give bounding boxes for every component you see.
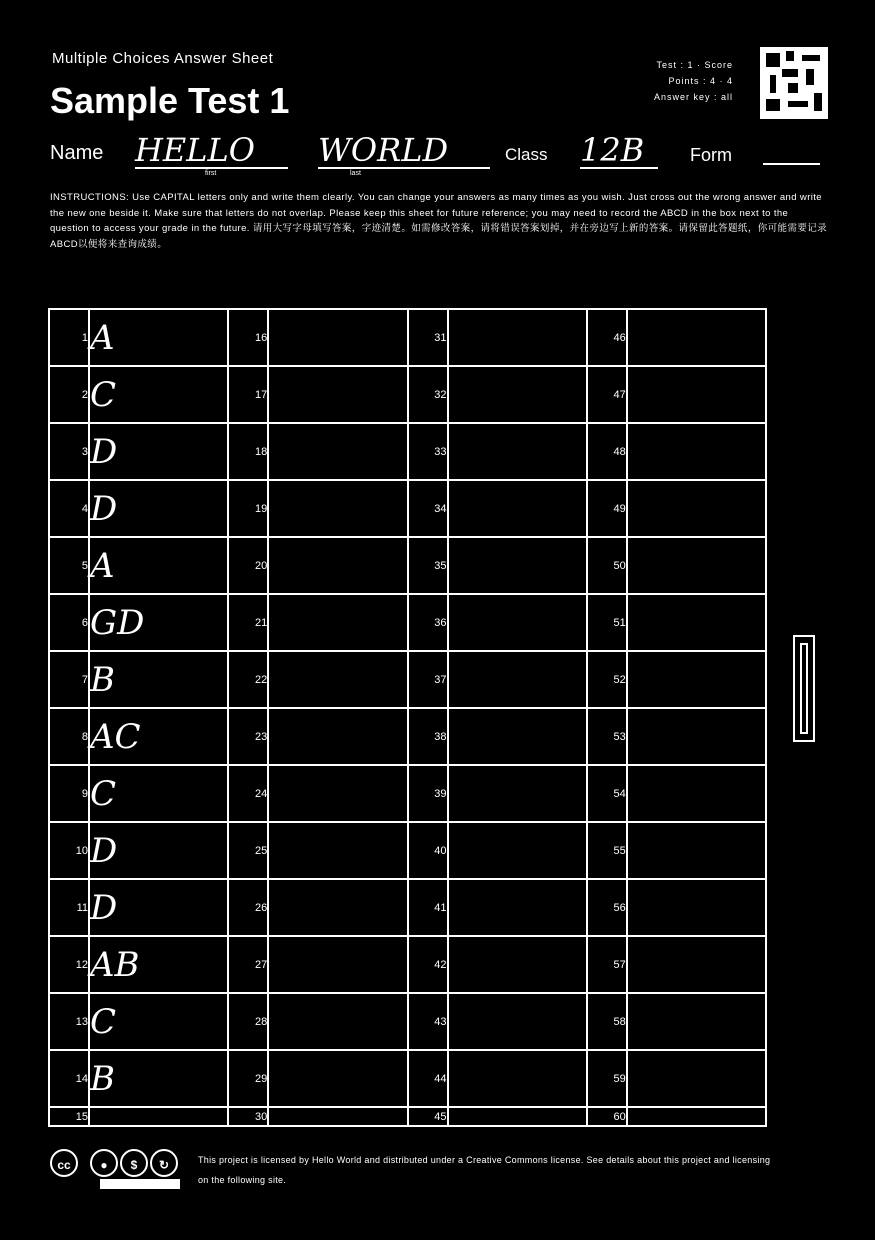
answer-cell[interactable] xyxy=(268,594,407,651)
last-name-hint: last xyxy=(350,170,361,177)
answer-cell[interactable]: C xyxy=(89,993,228,1050)
question-number: 9 xyxy=(49,765,89,822)
question-number: 5 xyxy=(49,537,89,594)
answer-cell[interactable] xyxy=(448,480,587,537)
question-number: 52 xyxy=(587,651,627,708)
answer-cell[interactable] xyxy=(448,822,587,879)
question-number: 4 xyxy=(49,480,89,537)
question-number: 28 xyxy=(228,993,268,1050)
first-name-field[interactable] xyxy=(135,131,288,169)
question-number: 48 xyxy=(587,423,627,480)
table-row xyxy=(49,309,766,366)
question-number: 8 xyxy=(49,708,89,765)
answer-cell[interactable] xyxy=(268,366,407,423)
question-number: 45 xyxy=(408,1107,448,1126)
question-number: 21 xyxy=(228,594,268,651)
answer-cell[interactable] xyxy=(627,651,766,708)
answer-cell[interactable] xyxy=(448,423,587,480)
class-label: Class xyxy=(505,145,548,164)
form-field[interactable] xyxy=(763,145,820,165)
answer-cell[interactable] xyxy=(627,480,766,537)
license-bar xyxy=(100,1179,180,1189)
question-number: 22 xyxy=(228,651,268,708)
answer-cell[interactable] xyxy=(627,594,766,651)
answer-cell[interactable]: D xyxy=(89,822,228,879)
question-number: 41 xyxy=(408,879,448,936)
question-number: 27 xyxy=(228,936,268,993)
question-number: 43 xyxy=(408,993,448,1050)
question-number: 57 xyxy=(587,936,627,993)
attribution-icon: ● xyxy=(90,1149,118,1177)
question-number: 29 xyxy=(228,1050,268,1107)
qr-code-icon xyxy=(760,47,828,119)
answer-cell[interactable] xyxy=(627,1050,766,1107)
table-row xyxy=(49,765,766,822)
page-title: Sample Test 1 xyxy=(50,80,290,121)
question-number: 18 xyxy=(228,423,268,480)
answer-cell[interactable] xyxy=(627,537,766,594)
question-number: 53 xyxy=(587,708,627,765)
answer-cell[interactable]: A xyxy=(89,537,228,594)
answer-cell[interactable] xyxy=(448,594,587,651)
question-number: 20 xyxy=(228,537,268,594)
question-number: 31 xyxy=(408,309,448,366)
table-row xyxy=(49,1050,766,1107)
answer-cell[interactable] xyxy=(448,1107,587,1126)
cc-license-icon: cc xyxy=(50,1149,78,1177)
table-row xyxy=(49,480,766,537)
question-number: 19 xyxy=(228,480,268,537)
table-row xyxy=(49,993,766,1050)
instructions: INSTRUCTIONS: Use CAPITAL letters only and write them clearly. You can change your answers as many times as you wish. Just cross out the wrong answer and write the new one beside it. Make sure that letters do not overlap. Please keep this sheet for future reference; you may need to record the ABCD in the box next to the question to access your grade in the future. 请用大写字母填写答案，字迹清楚。如需修改答案，请将错误答案划掉，并在旁边写上新的答案。请保留此答题纸，你可能需要记录ABCD以便将来查询成绩。 xyxy=(50,192,828,250)
answer-cell[interactable] xyxy=(268,765,407,822)
question-number: 49 xyxy=(587,480,627,537)
question-number: 25 xyxy=(228,822,268,879)
license-text: This project is licensed by Hello World and distributed under a Creative Commons license. See details about this project and licensing on the following site. xyxy=(198,1155,771,1185)
answer-cell[interactable] xyxy=(448,309,587,366)
question-number: 34 xyxy=(408,480,448,537)
question-number: 3 xyxy=(49,423,89,480)
answer-cell[interactable] xyxy=(448,993,587,1050)
question-number: 16 xyxy=(228,309,268,366)
answer-cell[interactable] xyxy=(448,936,587,993)
answer-cell[interactable] xyxy=(627,822,766,879)
license-badge xyxy=(50,1147,180,1191)
answer-cell[interactable] xyxy=(627,879,766,936)
answer-cell[interactable] xyxy=(268,1107,407,1126)
question-number: 54 xyxy=(587,765,627,822)
question-number: 46 xyxy=(587,309,627,366)
question-number: 13 xyxy=(49,993,89,1050)
answer-cell[interactable]: D xyxy=(89,480,228,537)
question-number: 2 xyxy=(49,366,89,423)
table-row xyxy=(49,1107,766,1126)
answer-cell[interactable] xyxy=(448,537,587,594)
answer-cell[interactable]: D xyxy=(89,879,228,936)
answer-cell[interactable]: AB xyxy=(89,936,228,993)
question-number: 59 xyxy=(587,1050,627,1107)
question-number: 26 xyxy=(228,879,268,936)
name-label: Name xyxy=(50,142,104,164)
table-row xyxy=(49,366,766,423)
answer-cell[interactable] xyxy=(627,1107,766,1126)
question-number: 39 xyxy=(408,765,448,822)
scroll-handle-icon[interactable] xyxy=(800,643,808,734)
answer-cell[interactable]: B xyxy=(89,1050,228,1107)
answer-cell[interactable]: C xyxy=(89,366,228,423)
answer-cell[interactable] xyxy=(268,879,407,936)
table-row xyxy=(49,423,766,480)
class-value: 12B xyxy=(580,131,645,169)
answer-cell[interactable] xyxy=(627,366,766,423)
class-field[interactable] xyxy=(580,131,658,169)
meta-line-2: Points : 4 · 4 xyxy=(668,76,733,86)
answer-cell[interactable] xyxy=(268,480,407,537)
answer-cell[interactable] xyxy=(448,1050,587,1107)
form-label: Form xyxy=(690,145,732,165)
answer-cell[interactable] xyxy=(268,309,407,366)
first-name-hint: first xyxy=(205,170,217,177)
table-row xyxy=(49,537,766,594)
last-name-field[interactable] xyxy=(318,131,490,169)
meta-line-1: Test : 1 · Score xyxy=(656,60,733,70)
answer-cell[interactable] xyxy=(268,537,407,594)
noncommercial-icon: $ xyxy=(120,1149,148,1177)
question-number: 37 xyxy=(408,651,448,708)
question-number: 14 xyxy=(49,1050,89,1107)
answer-cell[interactable]: B xyxy=(89,651,228,708)
question-number: 23 xyxy=(228,708,268,765)
question-number: 60 xyxy=(587,1107,627,1126)
question-number: 6 xyxy=(49,594,89,651)
question-number: 30 xyxy=(228,1107,268,1126)
answer-cell[interactable] xyxy=(268,651,407,708)
question-number: 42 xyxy=(408,936,448,993)
answer-cell[interactable] xyxy=(627,423,766,480)
answer-cell[interactable]: C xyxy=(89,765,228,822)
meta-line-3: Answer key : all xyxy=(653,92,733,102)
table-row xyxy=(49,594,766,651)
question-number: 55 xyxy=(587,822,627,879)
answer-cell[interactable] xyxy=(268,993,407,1050)
first-name-value: HELLO xyxy=(135,131,255,169)
last-name-value: WORLD xyxy=(318,131,449,169)
answer-cell[interactable] xyxy=(627,993,766,1050)
question-number: 17 xyxy=(228,366,268,423)
sharealike-icon: ↻ xyxy=(150,1149,178,1177)
question-number: 12 xyxy=(49,936,89,993)
answer-grid xyxy=(48,308,767,1127)
question-number: 15 xyxy=(49,1107,89,1126)
question-number: 40 xyxy=(408,822,448,879)
answer-cell[interactable] xyxy=(448,708,587,765)
answer-cell[interactable] xyxy=(89,1107,228,1126)
question-number: 50 xyxy=(587,537,627,594)
table-row xyxy=(49,936,766,993)
question-number: 38 xyxy=(408,708,448,765)
answer-cell[interactable] xyxy=(268,1050,407,1107)
answer-cell[interactable] xyxy=(627,309,766,366)
question-number: 33 xyxy=(408,423,448,480)
question-number: 24 xyxy=(228,765,268,822)
answer-cell[interactable] xyxy=(627,708,766,765)
answer-cell[interactable]: A xyxy=(89,309,228,366)
question-number: 7 xyxy=(49,651,89,708)
answer-cell[interactable]: D xyxy=(89,423,228,480)
answer-cell[interactable] xyxy=(448,879,587,936)
question-number: 11 xyxy=(49,879,89,936)
table-row xyxy=(49,651,766,708)
question-number: 32 xyxy=(408,366,448,423)
answer-cell[interactable] xyxy=(448,765,587,822)
answer-cell[interactable] xyxy=(268,936,407,993)
answer-cell[interactable]: AC xyxy=(89,708,228,765)
answer-cell[interactable] xyxy=(268,423,407,480)
answer-cell[interactable] xyxy=(448,366,587,423)
question-number: 47 xyxy=(587,366,627,423)
answer-cell[interactable]: GD xyxy=(89,594,228,651)
answer-cell[interactable] xyxy=(627,936,766,993)
question-number: 56 xyxy=(587,879,627,936)
answer-cell[interactable] xyxy=(448,651,587,708)
table-row xyxy=(49,879,766,936)
table-row xyxy=(49,708,766,765)
question-number: 58 xyxy=(587,993,627,1050)
answer-cell[interactable] xyxy=(268,822,407,879)
question-number: 35 xyxy=(408,537,448,594)
question-number: 36 xyxy=(408,594,448,651)
answer-cell[interactable] xyxy=(268,708,407,765)
table-row xyxy=(49,822,766,879)
question-number: 51 xyxy=(587,594,627,651)
question-number: 44 xyxy=(408,1050,448,1107)
answer-cell[interactable] xyxy=(627,765,766,822)
question-number: 1 xyxy=(49,309,89,366)
question-number: 10 xyxy=(49,822,89,879)
sheet-subtitle: Multiple Choices Answer Sheet xyxy=(52,50,274,67)
scrollbar[interactable] xyxy=(793,635,815,742)
